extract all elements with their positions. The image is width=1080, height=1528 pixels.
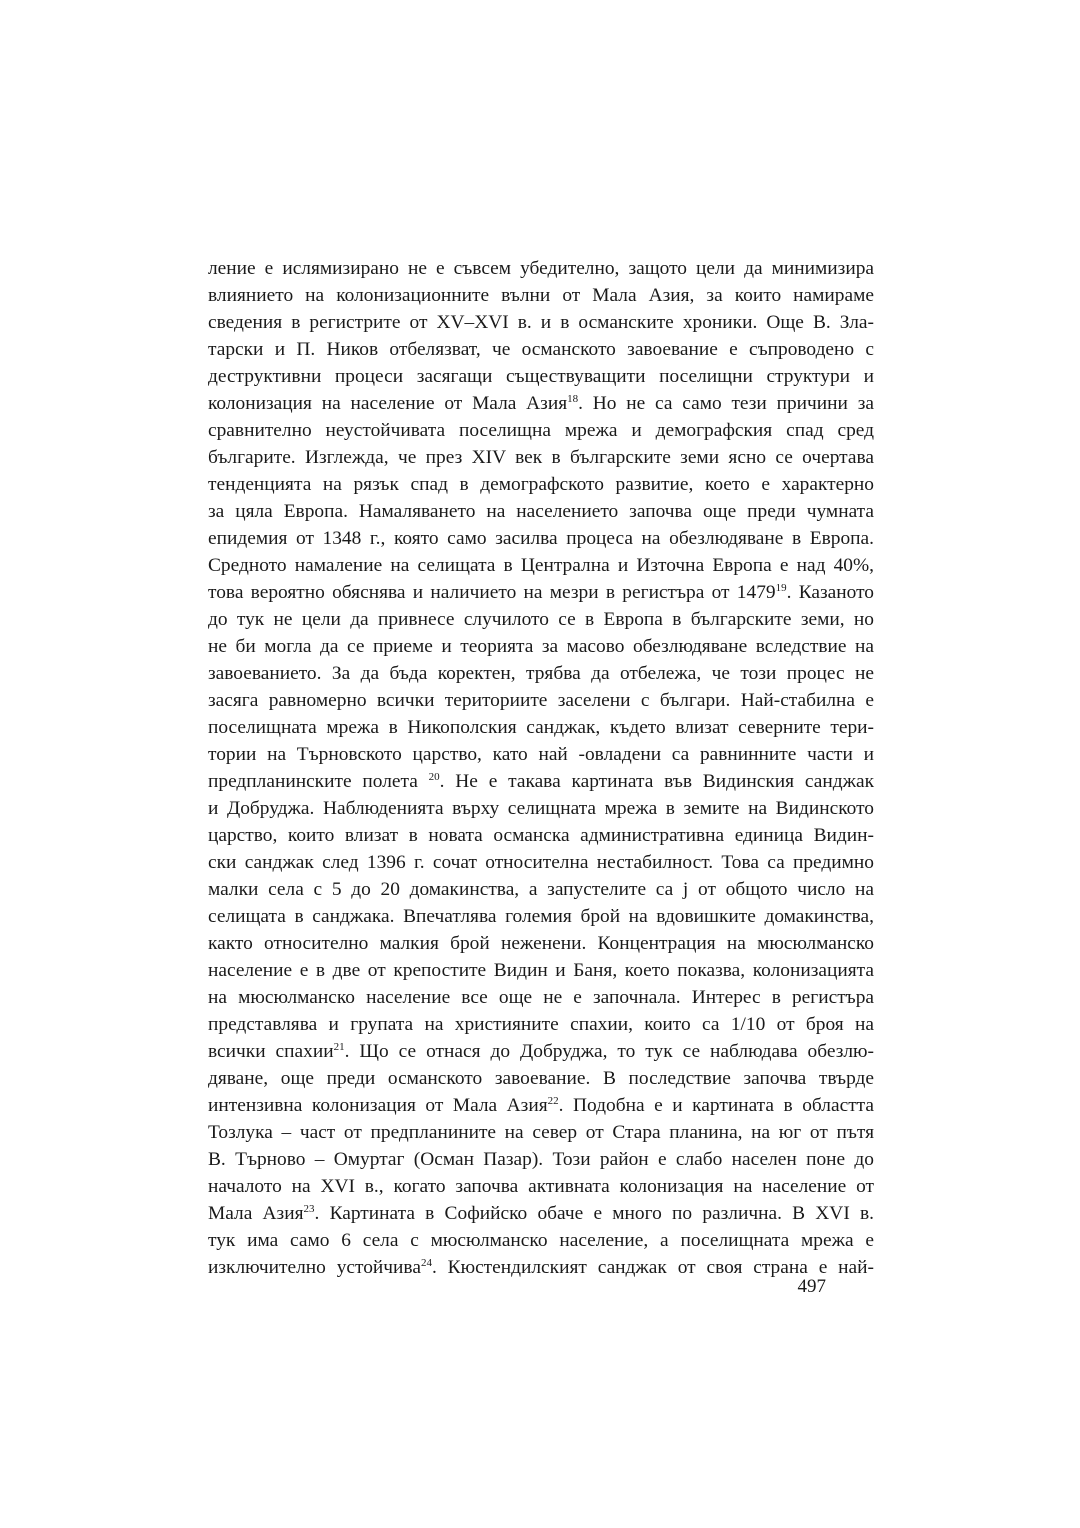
text-segment: епидемия от 1348 г., която само засилва процеса на обезлюдяване в Европа. [208,528,874,549]
text-segment: предпланинските полета [208,771,429,792]
text-segment: всички спахии [208,1041,334,1062]
text-line [208,525,874,552]
text-line [208,471,874,498]
text-line [208,1146,874,1173]
text-line [208,1065,874,1092]
text-segment: интензивна колонизация от Мала Азия [208,1095,548,1116]
text-segment: до тук не цели да привнесе случилото се в Европа в българските земи, но [208,609,874,630]
text-segment: колонизация на население от Мала Азия [208,393,568,414]
footnote-reference: 20 [428,771,440,783]
text-line [208,768,874,795]
text-line [208,363,874,390]
text-line [208,417,874,444]
body-text [208,255,874,1281]
text-line [208,309,874,336]
text-line [208,1011,874,1038]
text-segment: Мала Азия [208,1203,304,1224]
footnote-reference: 22 [547,1095,559,1107]
text-segment: тарски и П. Ников отбелязват, че османското завоевание е съпроводено с [208,339,874,360]
text-line [208,876,874,903]
text-segment: на мюсюлманско население все още не е започнала. Интерес в регистъра [208,987,874,1008]
text-segment: засяга равномерно всички териториите заселени с българи. Най-стабилна е [208,690,874,711]
text-segment: селищата в санджака. Впечатлява големия брой на вдовишките домакинства, [208,906,874,927]
text-segment: ски санджак след 1396 г. сочат относителна нестабилност. Това са предимно [208,852,874,873]
text-line [208,552,874,579]
text-segment: население е в две от крепостите Видин и Баня, което показва, колонизацията [208,960,874,981]
text-segment: . Що се отнася до Добруджа, то тук се наблюдава обезлю- [344,1041,874,1062]
text-line [208,255,874,282]
text-line [208,282,874,309]
text-line [208,444,874,471]
text-line [208,1227,874,1254]
text-segment: тук има само 6 села с мюсюлманско население, а поселищната мрежа е [208,1230,874,1251]
text-segment: изключително устойчива [208,1257,421,1278]
text-segment: . Но не са само тези причини за [578,393,874,414]
text-line [208,1200,874,1227]
text-line [208,687,874,714]
text-segment: . Кюстендилският санджак от своя страна е най- [431,1257,874,1278]
text-line [208,660,874,687]
text-segment: дяване, още преди османското завоевание. В последствие започва твърде [208,1068,874,1089]
page-number: 497 [797,1276,826,1297]
footnote-reference: 23 [303,1203,315,1215]
text-segment: . Картината в Софийско обаче е много по различна. В XVI в. [314,1203,875,1224]
text-segment: . Подобна е и картината в областта [558,1095,874,1116]
text-line [208,903,874,930]
text-segment: В. Търново – Омуртаг (Осман Пазар). Този район е слабо населен поне до [208,1149,874,1170]
footnote-reference: 18 [567,393,579,405]
text-segment: малки села с 5 до 20 домакинства, а запустелите са j от общото число на [208,879,874,900]
text-line [208,714,874,741]
text-line [208,849,874,876]
text-segment: представлява и групата на християните спахии, които са 1/10 от броя на [208,1014,874,1035]
text-segment: началото на XVI в., когато започва активната колонизация на население от [208,1176,874,1197]
text-segment: сведения в регистрите от XV–XVI в. и в османските хроники. Още В. Зла- [208,312,874,333]
text-line [208,1119,874,1146]
text-line [208,606,874,633]
text-segment: това вероятно обяснява и наличието на мезри в регистъра от 1479 [208,582,776,603]
text-line [208,1092,874,1119]
text-line [208,930,874,957]
text-segment: сравнително неустойчивата поселищна мрежа и демографския спад сред [208,420,874,441]
footnote-reference: 21 [333,1041,345,1053]
text-segment: влиянието на колонизационните вълни от Мала Азия, за които намираме [208,285,874,306]
text-segment: не би могла да се приеме и теорията за масово обезлюдяване вследствие на [208,636,874,657]
text-segment: поселищната мрежа в Никополския санджак, където влизат северните тери- [208,717,874,738]
text-line [208,1173,874,1200]
text-line [208,795,874,822]
footnote-reference: 19 [775,582,787,594]
text-segment: както относително малкия брой неженени. Концентрация на мюсюлманско [208,933,874,954]
text-segment: за цяла Европа. Намаляването на населението започва още преди чумната [208,501,874,522]
footnote-reference: 24 [420,1257,432,1269]
text-line [208,741,874,768]
text-line [208,1038,874,1065]
text-line [208,390,874,417]
text-segment: Средното намаление на селищата в Централна и Източна Европа е над 40%, [208,555,874,576]
text-segment: деструктивни процеси засягащи съществуващити поселищни структури и [208,366,874,387]
text-segment: българите. Изглежда, че през XIV век в българските земи ясно се очертава [208,447,874,468]
text-line [208,498,874,525]
text-segment: тории на Търновското царство, като най -овладени са равнинните части и [208,744,874,765]
text-line [208,822,874,849]
text-segment: завоеванието. За да бъда коректен, трябва да отбележа, че този процес не [208,663,874,684]
text-segment: Тозлука – част от предпланините на север от Стара планина, на юг от пътя [208,1122,874,1143]
text-line [208,336,874,363]
text-segment: . Не е такава картината във Видинския санджак [439,771,874,792]
text-segment: ление е ислямизирано не е съвсем убедително, защото цели да минимизира [208,258,874,279]
text-segment: . Казаното [786,582,874,603]
text-line [208,579,874,606]
text-segment: и Добруджа. Наблюденията върху селищната мрежа в земите на Видинското [208,798,874,819]
text-line [208,633,874,660]
text-segment: царство, които влизат в новата османска административна единица Видин- [208,825,874,846]
text-line [208,957,874,984]
text-segment: тенденцията на рязък спад в демографското развитие, което е характерно [208,474,874,495]
text-line [208,984,874,1011]
